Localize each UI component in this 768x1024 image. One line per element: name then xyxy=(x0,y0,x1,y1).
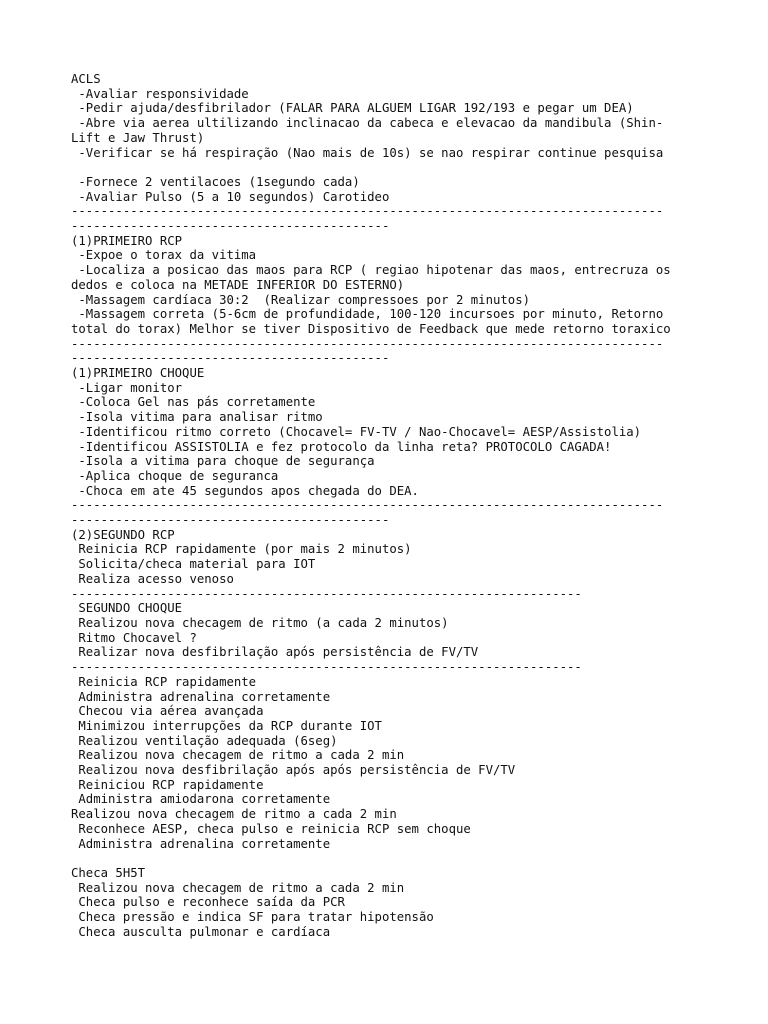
document-line: Checa pulso e reconhece saída da PCR xyxy=(71,895,345,910)
document-line: -Pedir ajuda/desfibrilador (FALAR PARA ALGUEM LIGAR 192/193 e pegar um DEA) xyxy=(71,101,634,116)
document-line: Administra adrenalina corretamente xyxy=(71,689,331,704)
document-line: Realizou nova checagem de ritmo a cada 2 min xyxy=(71,807,397,822)
document-line: Realizar nova desfibrilação após persistência de FV/TV xyxy=(71,645,479,660)
document-line: -Isola a vitima para choque de segurança xyxy=(71,454,375,469)
document-line: -Abre via aerea ultilizando inclinacao da cabeca e elevacao da mandibula (Shin- xyxy=(71,116,664,131)
document-line: -------------------------------------------------------------------------------- xyxy=(71,204,664,219)
document-line: ACLS xyxy=(71,72,101,86)
document-line: Checou via aérea avançada xyxy=(71,704,264,719)
document-line: SEGUNDO CHOQUE xyxy=(71,601,183,616)
document-line xyxy=(71,160,711,175)
document-line: -Localiza a posicao das maos para RCP ( regiao hipotenar das maos, entrecruza os xyxy=(71,263,671,278)
document-line: -Aplica choque de seguranca xyxy=(71,468,279,483)
document-line: Realizou ventilação adequada (6seg) xyxy=(71,733,338,748)
document-line: Solicita/checa material para IOT xyxy=(71,557,316,572)
document-line: Checa pressão e indica SF para tratar hipotensão xyxy=(71,910,434,925)
document-line: dedos e coloca na METADE INFERIOR DO ESTERNO) xyxy=(71,277,405,292)
document-line: Checa 5H5T xyxy=(71,865,146,880)
document-line: Reinicia RCP rapidamente (por mais 2 minutos) xyxy=(71,542,412,557)
document-line: Ritmo Chocavel ? xyxy=(71,630,197,645)
document-line: -Identificou ASSISTOLIA e fez protocolo da linha reta? PROTOCOLO CAGADA! xyxy=(71,439,612,454)
document-body xyxy=(71,72,711,939)
document-line: total do torax) Melhor se tiver Dispositivo de Feedback que mede retorno toraxico xyxy=(71,321,671,336)
document-line: Reconhece AESP, checa pulso e reinicia RCP sem choque xyxy=(71,821,471,836)
document-line: Minimizou interrupções da RCP durante IOT xyxy=(71,718,382,733)
document-line: -Verificar se há respiração (Nao mais de 10s) se nao respirar continue pesquisa xyxy=(71,145,664,160)
document-line: -Isola vitima para analisar ritmo xyxy=(71,410,323,425)
document-line: ------------------------------------------- xyxy=(71,351,390,366)
document-line: -Expoe o torax da vitima xyxy=(71,248,257,263)
document-line: Reinicia RCP rapidamente xyxy=(71,674,257,689)
document-line: Checa ausculta pulmonar e cardíaca xyxy=(71,924,331,939)
document-line: Realizou nova checagem de ritmo a cada 2 min xyxy=(71,880,405,895)
document-line: (2)SEGUNDO RCP xyxy=(71,527,175,542)
document-line: Realizou nova checagem de ritmo (a cada 2 minutos) xyxy=(71,616,449,630)
document-line: --------------------------------------------------------------------- xyxy=(71,586,582,601)
document-line: --------------------------------------------------------------------- xyxy=(71,660,582,675)
document-line: -Identificou ritmo correto (Chocavel= FV-TV / Nao-Chocavel= AESP/Assistolia) xyxy=(71,424,642,439)
document-line xyxy=(71,851,711,866)
document-line: Administra adrenalina corretamente xyxy=(71,836,331,851)
document-line: ------------------------------------------- xyxy=(71,513,390,528)
document-line: Realiza acesso venoso xyxy=(71,571,234,586)
document-line: -Choca em ate 45 segundos apos chegada do DEA. xyxy=(71,483,419,498)
document-line: Reiniciou RCP rapidamente xyxy=(71,777,264,792)
document-line: -------------------------------------------------------------------------------- xyxy=(71,498,664,513)
document-line: -Massagem cardíaca 30:2 (Realizar compressoes por 2 minutos) xyxy=(71,292,531,307)
document-line: Administra amiodarona corretamente xyxy=(71,792,331,807)
document-line: -Ligar monitor xyxy=(71,380,183,395)
document-line: -Coloca Gel nas pás corretamente xyxy=(71,395,316,410)
document-line: (1)PRIMEIRO CHOQUE xyxy=(71,366,205,381)
document-line: Lift e Jaw Thrust) xyxy=(71,130,205,145)
document-line: Realizou nova checagem de ritmo a cada 2 min xyxy=(71,748,405,763)
document-line: -Fornece 2 ventilacoes (1segundo cada) xyxy=(71,174,360,189)
document-line: -------------------------------------------------------------------------------- xyxy=(71,336,664,351)
document-line: -Avaliar responsividade xyxy=(71,86,249,101)
document-line: -Avaliar Pulso (5 a 10 segundos) Carotideo xyxy=(71,189,390,204)
document-line: ------------------------------------------- xyxy=(71,219,390,234)
document-line: -Massagem correta (5-6cm de profundidade, 100-120 incursoes por minuto, Retorno xyxy=(71,307,664,322)
document-line: Realizou nova desfibrilação após após persistência de FV/TV xyxy=(71,763,516,778)
document-line: (1)PRIMEIRO RCP xyxy=(71,233,183,248)
